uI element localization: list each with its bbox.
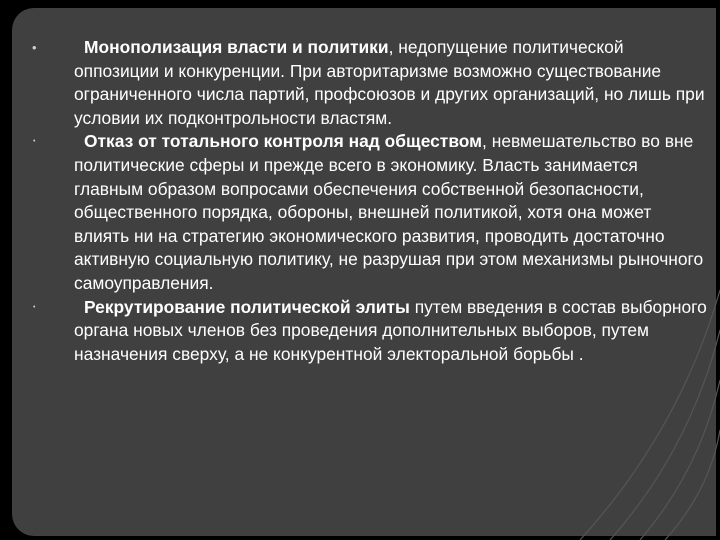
bullet-dot-icon: • xyxy=(33,303,36,311)
bullet-bold-text: Рекрутирование политической элиты xyxy=(84,296,410,317)
bullet-text: путем введения в состав выборного органа новых членов без проведения дополнительных выборов, путем назначения сверху, а не конкурентной электоральной борьбы . xyxy=(74,296,707,364)
bullet-list xyxy=(18,36,708,366)
bullet-dot-icon: • xyxy=(32,40,37,55)
bullet-dot-icon: • xyxy=(33,138,36,146)
bullet-item xyxy=(18,130,708,295)
bullet-item xyxy=(18,296,708,367)
bullet-text: , недопущение политической оппозиции и конкуренции. При авторитаризме возможно существование ограниченного числа партий, профсоюзов и других организаций, но лишь при условии их подконтрольности властям. xyxy=(74,37,705,128)
bullet-bold-text: Монополизация власти и политики xyxy=(84,37,389,57)
bullet-bold-text: Отказ от тотального контроля над обществом xyxy=(84,131,483,152)
bullet-text: , невмешательство во вне политические сферы и прежде всего в экономику. Власть занимается главным образом вопросами обеспечения собственной безопасности, общественного порядка, обороны, внешней политикой, хотя она может влиять ни на стратегию экономического развития, проводить достаточно активную социальную политику, не разрушая при этом механизмы рыночного самоуправления. xyxy=(74,131,704,293)
bullet-item xyxy=(18,36,708,130)
